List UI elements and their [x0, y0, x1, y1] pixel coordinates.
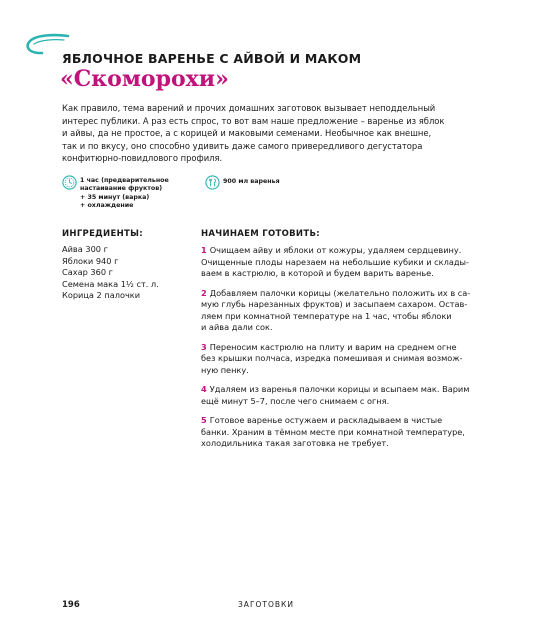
step-number: 5: [201, 415, 207, 425]
page-number: 196: [62, 600, 80, 610]
intro-line: так и по вкусу, оно способно удивить даже самого привередливого дегустатора: [62, 140, 423, 151]
step-line: холодильника такая заготовка не требует.: [201, 438, 389, 448]
step-item: [201, 415, 476, 450]
step-item: [201, 342, 476, 377]
step-line: Очищаем айву и яблоки от кожуры, удаляем сердцевину.: [209, 245, 462, 255]
ingredients-heading: ИНГРЕДИЕНТЫ:: [62, 229, 143, 239]
step-line: мую глубь нарезанных фруктов) и засыпаем сахаром. Остав-: [201, 299, 468, 309]
intro-line: конфитюрно-повидлового профиля.: [62, 153, 223, 164]
step-line: Удаляем из варенья палочки корицы и всыпаем мак. Варим: [209, 384, 470, 394]
time-line: + охлаждение: [80, 202, 134, 210]
steps-list: [201, 245, 476, 458]
step-item: [201, 288, 476, 334]
ingredient-item: Айва 300 г: [62, 244, 108, 254]
ingredients-list: [62, 244, 159, 302]
step-line: Добавляем палочки корицы (желательно положить их в са-: [209, 287, 471, 298]
step-line: Очищенные плоды нарезаем на небольшие кубики и склады-: [201, 256, 469, 267]
step-line: Переносим кастрюлю на плиту и варим на среднем огне: [209, 341, 457, 352]
step-line: Готовое варенье остужаем и раскладываем в чистые: [209, 415, 443, 425]
recipe-name: «Скоморохи»: [60, 66, 229, 92]
step-line: ваем в кастрюлю, в которой и будем варить варенье.: [201, 268, 434, 278]
intro-paragraph: [62, 102, 472, 165]
ingredient-item: Корица 2 палочки: [62, 290, 141, 300]
step-number: 4: [201, 384, 207, 394]
ingredient-item: Яблоки 940 г: [62, 255, 119, 266]
step-item: [201, 245, 476, 280]
section-title: ЗАГОТОВКИ: [238, 600, 294, 609]
yield-text: 900 мл варенья: [223, 178, 280, 185]
clock-icon: [62, 175, 77, 190]
step-item: [201, 384, 476, 407]
time-line: 1 час (предварительное: [80, 177, 169, 184]
cutlery-icon: [205, 175, 220, 190]
step-line: банки. Храним в тёмном месте при комнатной температуре,: [201, 426, 465, 437]
step-number: 2: [201, 287, 207, 298]
step-line: ную пенку.: [201, 364, 249, 375]
intro-line: Как правило, тема варений и прочих домашних заготовок вызывает неподдельный: [62, 103, 436, 113]
step-line: ещё минут 5–7, после чего снимаем с огня.: [201, 395, 390, 406]
time-line: + 35 минут (варка): [80, 193, 150, 201]
steps-heading: НАЧИНАЕМ ГОТОВИТЬ:: [201, 229, 320, 239]
ingredient-item: Сахар 360 г: [62, 267, 113, 277]
time-line: настаивание фруктов): [80, 185, 163, 193]
step-line: без крышки полчаса, изредка помешивая и снимая возмож-: [201, 353, 463, 363]
recipe-title: ЯБЛОЧНОЕ ВАРЕНЬЕ С АЙВОЙ И МАКОМ: [62, 51, 362, 66]
intro-line: интерес публики. А раз есть спрос, то вот вам наше предложение – варенье из яблок: [62, 115, 445, 126]
step-number: 3: [201, 341, 207, 352]
step-number: 1: [201, 245, 207, 255]
step-line: ляем при комнатной температуре на 1 час, чтобы яблоки: [201, 310, 452, 321]
intro-line: и айвы, да не простое, а с корицей и маковыми семенами. Необычное как внешне,: [62, 128, 432, 139]
step-line: и айва дали сок.: [201, 322, 273, 332]
ingredient-item: Семена мака 1½ ст. л.: [62, 278, 159, 289]
